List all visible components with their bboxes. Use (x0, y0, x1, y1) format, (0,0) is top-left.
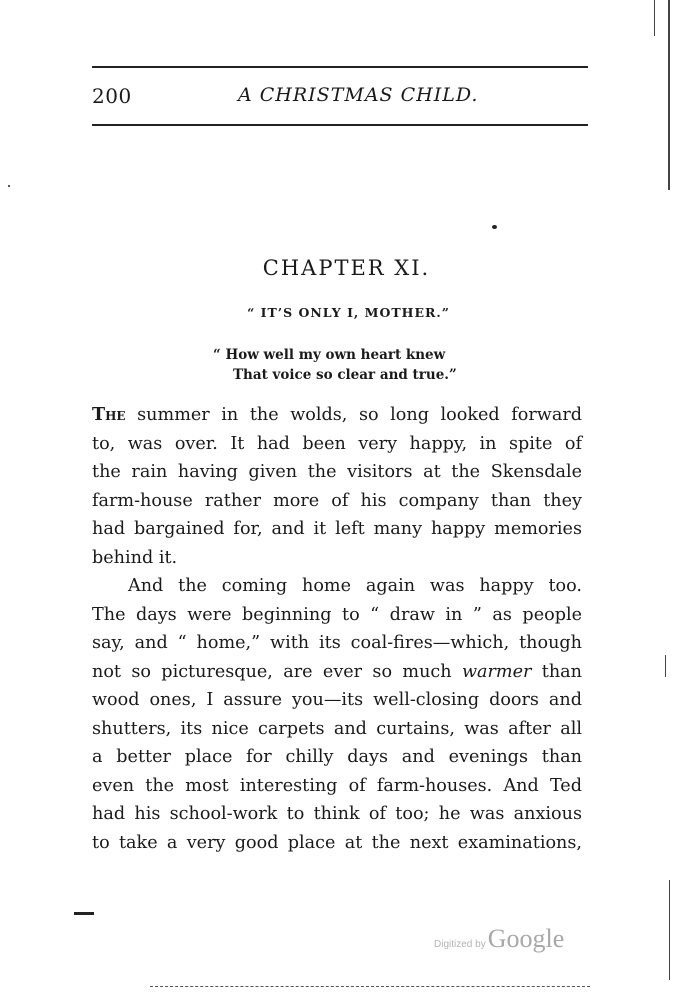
emphasis-word: warmer (461, 661, 532, 682)
ink-speck (8, 185, 10, 187)
text-line: had bargained for, and it left many happy memories (92, 519, 582, 539)
epigraph-line: That voice so clear and true.” (233, 367, 457, 383)
epigraph-line: “ How well my own heart knew (213, 347, 446, 363)
digitized-by-google-watermark (434, 924, 564, 954)
chapter-subtitle: “ IT’S ONLY I, MOTHER.” (247, 305, 450, 320)
google-logo-text: Google (487, 924, 565, 953)
text-fragment: not so picturesque, are ever so much (92, 661, 462, 682)
page-number: 200 (92, 84, 132, 108)
text-line: even the most interesting of farm-houses. And Ted (92, 775, 582, 796)
text-line: shutters, its nice carpets and curtains, was after all (92, 718, 582, 739)
text-line: to, was over. It had been very happy, in spite of (92, 433, 582, 454)
text-line: wood ones, I assure you—its well-closing doors and (92, 690, 582, 710)
bottom-scan-marks (150, 986, 590, 997)
chapter-title: CHAPTER XI. (262, 256, 431, 280)
body-text (92, 401, 582, 857)
opening-smallcaps: The (92, 404, 126, 425)
text-line: the rain having given the visitors at the Skensdale (92, 462, 582, 482)
margin-dash-mark (74, 912, 94, 915)
text-line: And the coming home again was happy too. (128, 576, 582, 596)
text-line: to take a very good place at the next examinations, (92, 832, 582, 853)
page-edge-line (669, 880, 670, 980)
text-line (92, 658, 582, 687)
text-line: a better place for chilly days and evenings than (92, 747, 582, 767)
epigraph (213, 345, 457, 385)
header-top-rule (92, 66, 588, 68)
text-line (92, 401, 582, 430)
text-line: The days were beginning to “ draw in ” as people (92, 604, 582, 625)
text-line: say, and “ home,” with its coal-fires—which, though (92, 633, 582, 653)
digitized-label: Digitized by (434, 939, 486, 950)
text-fragment: summer in the wolds, so long looked forward (125, 405, 582, 425)
header-bottom-rule (92, 124, 588, 126)
text-line: had his school-work to think of too; he was anxious (92, 804, 582, 824)
text-line: farm-house rather more of his company than they (92, 490, 582, 511)
text-line: behind it. (92, 547, 178, 568)
page-edge-line (665, 655, 666, 677)
page-edge-line (654, 0, 655, 36)
running-head: A CHRISTMAS CHILD. (238, 84, 479, 106)
page-edge-line (668, 0, 670, 190)
text-fragment: than (531, 661, 582, 682)
ink-speck (492, 225, 497, 229)
